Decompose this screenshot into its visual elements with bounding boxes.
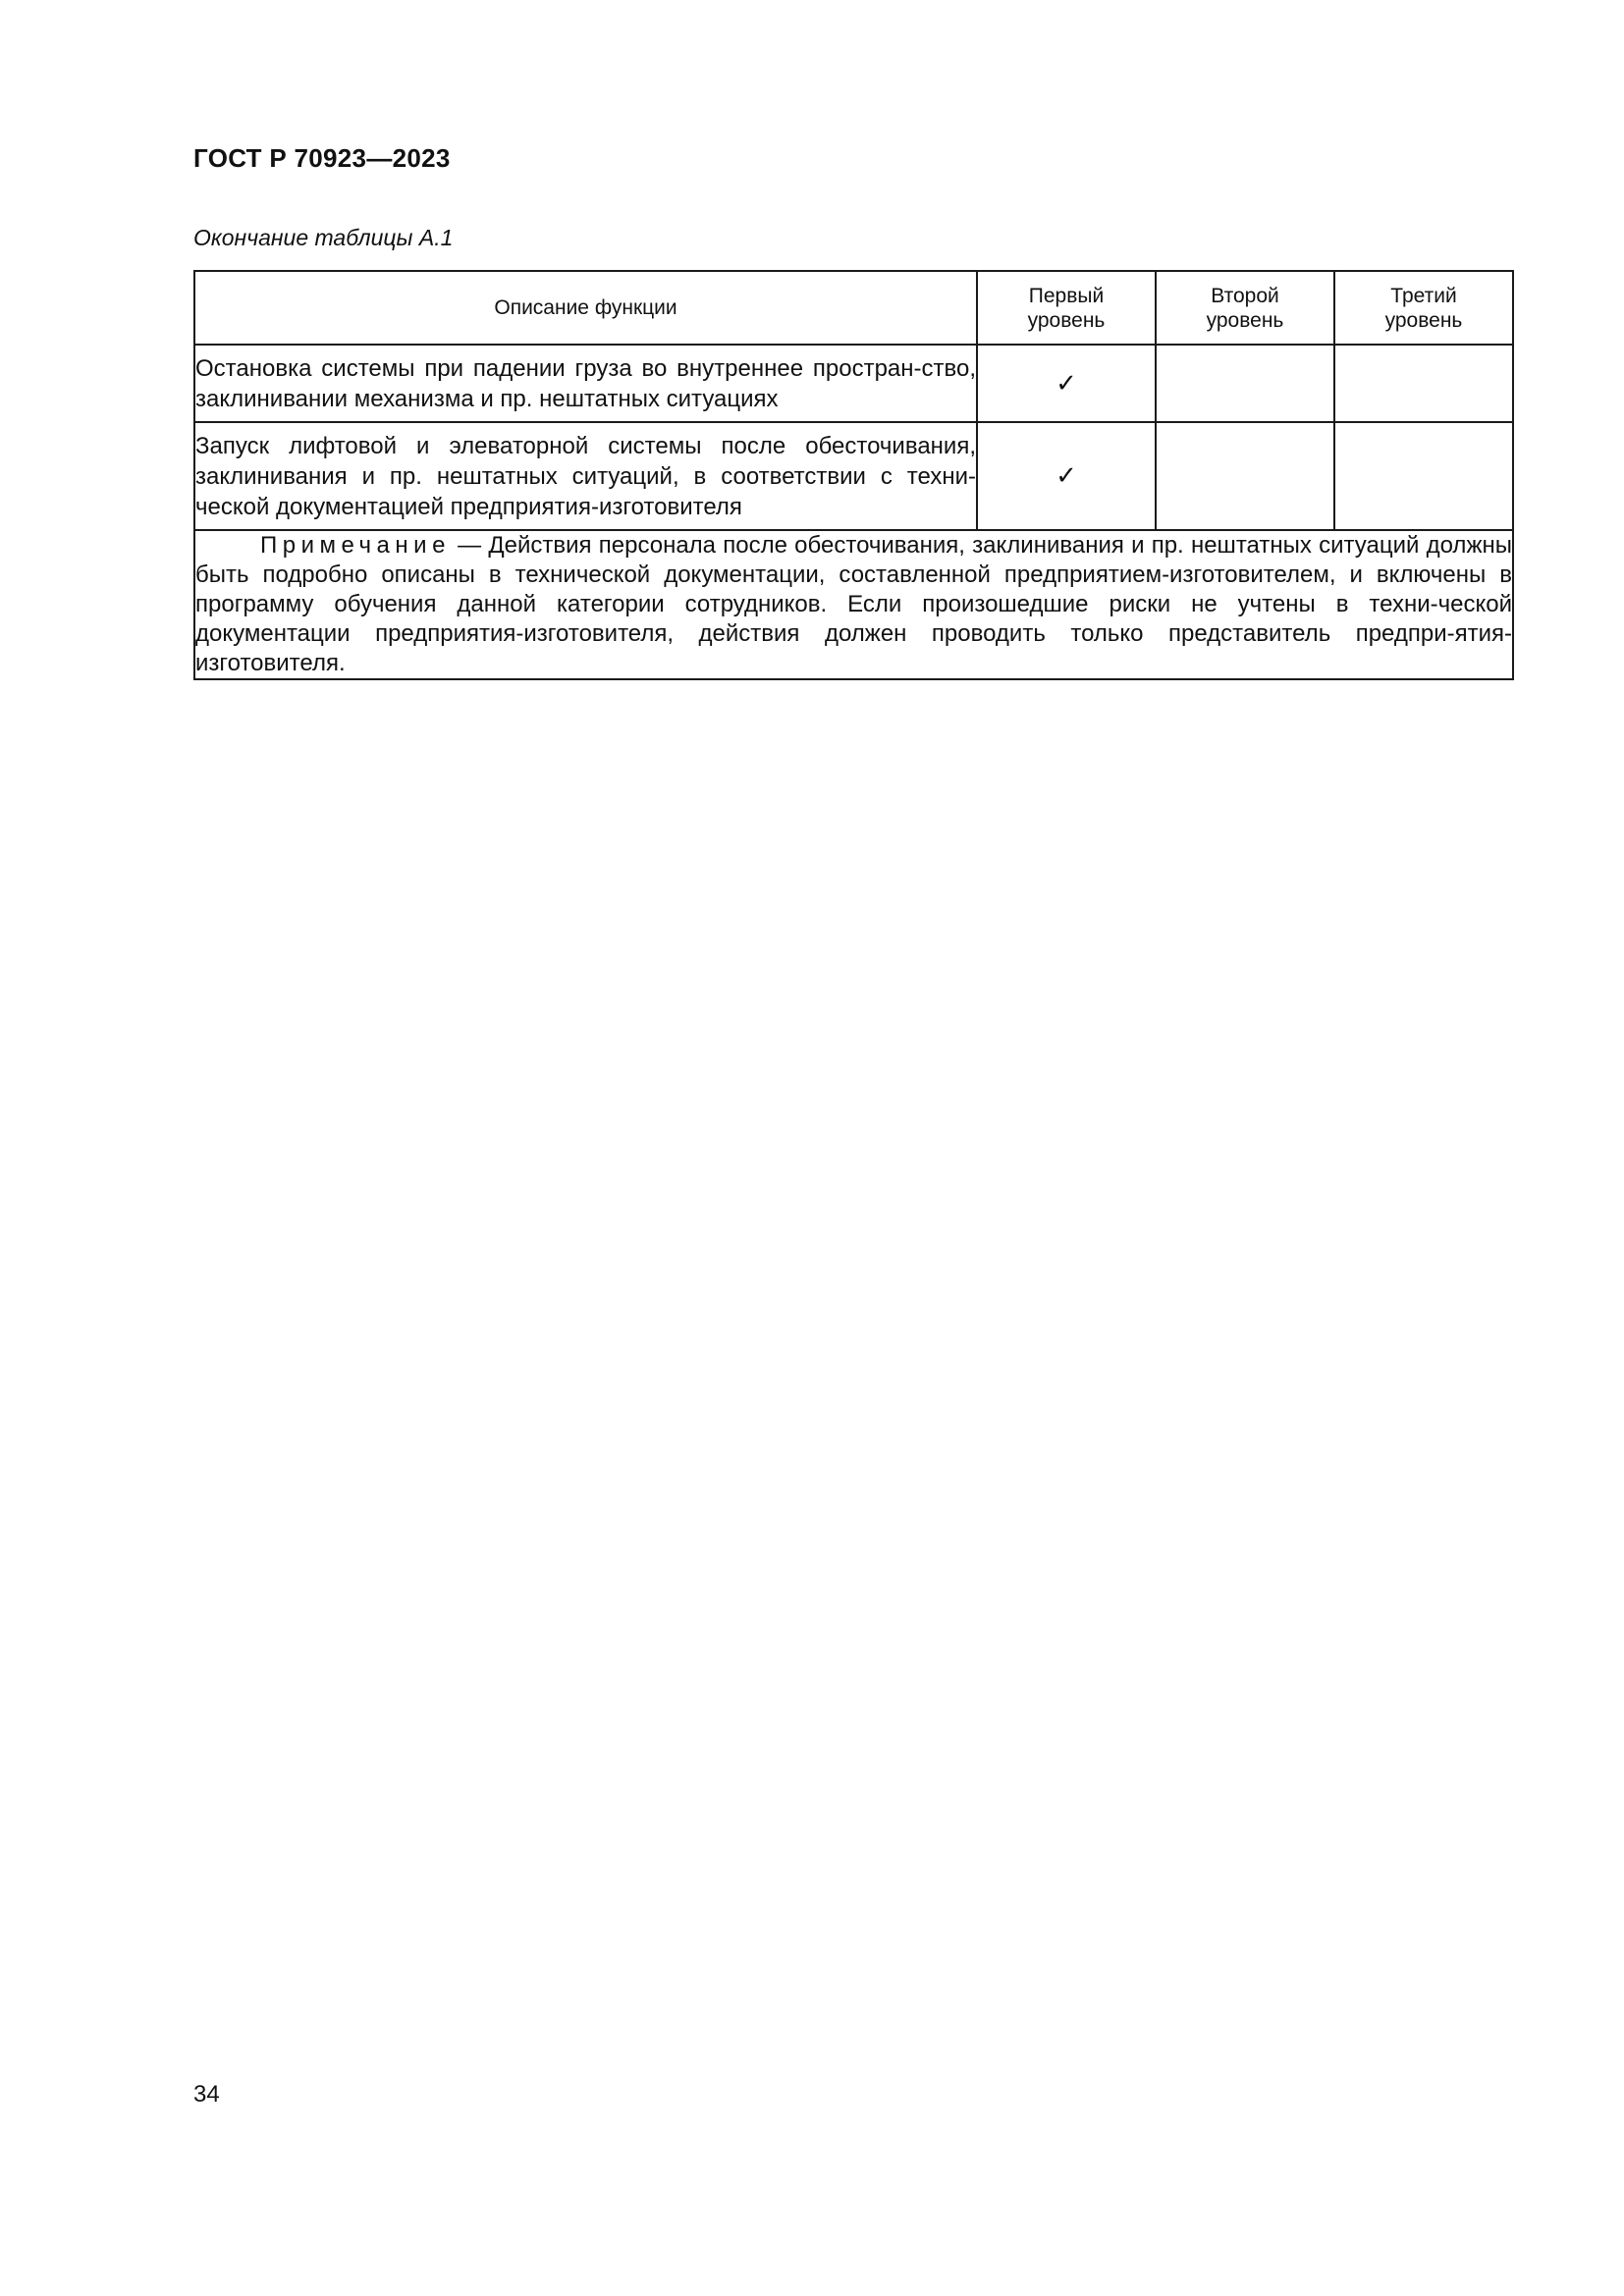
checkmark-icon: ✓ (977, 345, 1156, 422)
row-level-3-cell (1334, 422, 1513, 530)
column-header-level-1 (977, 271, 1156, 345)
column-header-level-3 (1334, 271, 1513, 345)
row-description: Остановка системы при падении груза во внутреннее простран-ство, заклинивании механизма и пр. нештатных ситуациях (194, 345, 977, 422)
row-level-2-cell (1156, 422, 1334, 530)
note-text: — Действия персонала после обесточивания, заклинивания и пр. нештатных ситуаций должны быть подробно описаны в технической документации, составленной предприятием-изготовителем, и включены в программу обучения данной категории сотрудников. Если произошедшие риски не учтены в техни-ческой документации предприятия-изготовителя, действия должен проводить только представитель предпри-ятия-изготовителя. (195, 532, 1512, 676)
table-caption: Окончание таблицы А.1 (193, 225, 454, 250)
note-label: Примечание (260, 532, 451, 559)
page-number: 34 (193, 2081, 220, 2108)
row-level-3-cell (1334, 345, 1513, 422)
table-row (194, 345, 1513, 422)
functions-table (193, 270, 1514, 680)
row-level-2-cell (1156, 345, 1334, 422)
table-header-row (194, 271, 1513, 345)
column-header-description: Описание функции (194, 271, 977, 345)
checkmark-icon: ✓ (977, 422, 1156, 530)
table-row (194, 422, 1513, 530)
column-header-level-2-text: Второй уровень (1206, 284, 1284, 332)
table-note (194, 530, 1513, 679)
column-header-level-1-text: Первый уровень (1027, 284, 1106, 332)
table-note-row (194, 530, 1513, 679)
document-code: ГОСТ Р 70923—2023 (193, 143, 451, 173)
column-header-level-2 (1156, 271, 1334, 345)
column-header-level-3-text: Третий уровень (1384, 284, 1463, 332)
row-description: Запуск лифтовой и элеваторной системы после обесточивания, заклинивания и пр. нештатных ситуаций, в соответствии с техни-ческой документацией предприятия-изготовителя (194, 422, 977, 530)
